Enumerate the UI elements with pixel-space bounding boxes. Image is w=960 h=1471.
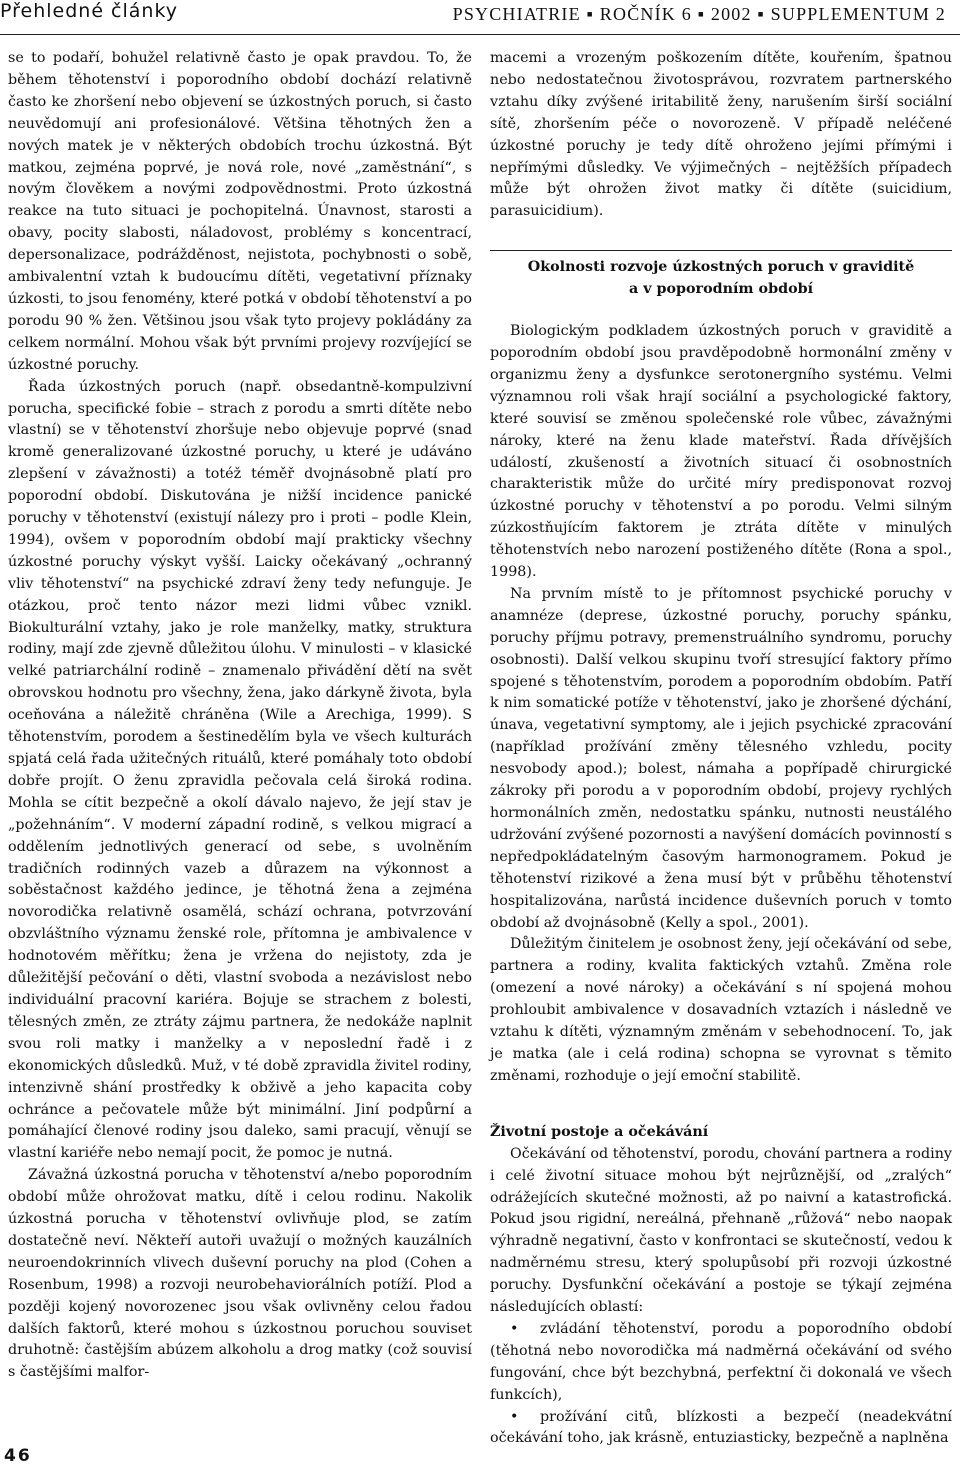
list-item-text: zvládání těhotenství, porodu a poporodního období (těhotná nebo novorodička má nadměrná očekávání od svého fungování, chce být bezchybná, perfektní či dokonalá ve všech funkcích),	[490, 1320, 952, 1403]
list-item	[490, 1407, 952, 1451]
paragraph: Závažná úzkostná porucha v těhotenství a/nebo poporodním období může ohrožovat matku, dítě i celou rodinu. Nakolik úzkostná porucha v těhotenství ovlivňuje plod, se zatím dostatečně neví. Někteří autoři uvažují o možných kauzálních neuroendokrinních vlivech duševní poruchy na plod (Cohen a Rosenbum, 1998) a rozvoji neurobehaviorálních potíží. Plod a později kojený novorozenec jsou však ovlivněny celou řadou dalších faktorů, které mohou s úzkostnou poruchou souviset druhotně: častějším abúzem alkoholu a drog matky (což souvisí s častějšími malfor-	[8, 1167, 472, 1381]
paragraph: macemi a vrozeným poškozením dítěte, kouřením, špatnou nebo nedostatečnou životosprávou, rozvratem partnerského vztahu díky zvýšené iritabilitě ženy, narušením širší sociální sítě, zhoršením péče o novorozeně. V případě neléčené úzkostné poruchy je tedy dítě ohroženo jejími přímými i nepřímými důsledky. Ve výjimečných – nejtěžších případech může být ohrožen život matky či dítěte (suicidium, parasuicidium).	[490, 50, 952, 220]
paragraph: Biologickým podkladem úzkostných poruch v graviditě a poporodním období jsou pravděpodobně hormonální změny v organizmu ženy a dysfunkce serotonergního systému. Velmi významnou roli však hrají sociální a psychologické faktory, které souvisí se změnou společenské role vůbec, závažnými nároky, které na ženu klade mateřství. Řada dřívějších událostí, zkušeností a životních situací či osobnostních charakteristik může do určité míry predisponovat rozvoj úzkostné poruchy v těhotenství a po porodu. Velmi silným zúzkostňujícím faktorem je ztráta dítěte v minulých těhotenstvích nebo narození postiženého dítěte (Rona a spol., 1998).	[490, 323, 952, 581]
paragraph: Důležitým činitelem je osobnost ženy, její očekávání od sebe, partnera a rodiny, kvalita faktických vztahů. Změna role (omezení a nové nároky) a očekávání s ní spojená mohou prohloubit ambivalence v dosavadních vztazích i následně ve vztahu k dítěti, významným změnám v sebehodnocení. To, jak je matka (ale i celá rodina) schopna se vyrovnat s těmito změnami, rozhoduje o její emoční stabilitě.	[490, 936, 952, 1084]
paragraph: se to podaří, bohužel relativně často je opak pravdou. To, že během těhotenství i poporodního období dochází relativně často ke zhoršení nebo objevení se úzkostných poruch, si často neuvědomují ani profesionálové. Většina těhotných žen a nových matek je v některých obdobích trochu úzkostná. Být matkou, zejména poprvé, je nová role, nové „zaměstnání“, s novým člověkem a novými zodpovědnostmi. Proto úzkostná reakce na tuto situaci je pochopitelná. Únavnost, starosti a obavy, pocity slabosti, náladovost, problémy s koncentrací, depersonalizace, podrážděnost, nejistota, pochybnosti o sobě, ambivalentní vztah k budoucímu dítěti, vegetativní příznaky úzkosti, to jsou fenomény, které potká v období těhotenství a po porodu 90 % žen. Většinou jsou však tyto projevy pokládány za celkem normální. Mohou však být prvními projevy rozvíjející se úzkostné poruchy.	[8, 50, 472, 373]
list-item	[490, 1319, 952, 1407]
bullet-list	[490, 1319, 952, 1450]
page-header	[0, 0, 960, 35]
paragraph: Očekávání od těhotenství, porodu, chování partnera a rodiny i celé životní situace mohou být nejrůznější, od „zralých“ odrážejících skutečné možnosti, až po naivní a katastrofická. Pokud jsou rigidní, nereálná, přehnaně „růžová“ nebo naopak výhradně negativní, často v konfrontaci se skutečností, vedou k nadměrnému stresu, který spolupůsobí při rozvoji úzkostné poruchy. Dysfunkční očekávání a postoje se týkají zejména následujících oblastí:	[490, 1145, 952, 1316]
section-heading-line: Okolnosti rozvoje úzkostných poruch v graviditě	[527, 259, 915, 276]
subsection-heading: Životní postoje a očekávání	[490, 1123, 709, 1140]
list-item-text: prožívání citů, blízkosti a bezpečí (neadekvátní očekávání toho, jak krásně, entuziasticky, bezpečně a naplněna	[490, 1408, 952, 1447]
section-heading	[490, 250, 952, 301]
page-number: 46	[4, 1446, 32, 1466]
journal-info: PSYCHIATRIE ▪ ROČNÍK 6 ▪ 2002 ▪ SUPPLEMENTUM 2	[452, 4, 946, 24]
paragraph: Řada úzkostných poruch (např. obsedantně-kompulzivní porucha, specifické fobie – strach z porodu a smrti dítěte nebo vlastní) se v těhotenství zhoršuje nebo objevuje poprvé (snad kromě generalizované úzkostné poruchy, u které je udáváno zlepšení v závažnosti) a totéž téměř dvojnásobně platí pro poporodní období. Diskutována je nižší incidence panické poruchy v těhotenství (existují nálezy pro i proti – podle Klein, 1994), ovšem v poporodním období mají prakticky všechny úzkostné poruchy výskyt vyšší. Laicky očekávaný „ochranný vliv těhotenství“ na psychické zdraví ženy tedy nefunguje. Je otázkou, proč tento názor mezi lidmi vůbec vznikl. Biokulturální vztahy, jako je role manželky, matky, struktura rodiny, mají zde zjevně důležitou úlohu. V minulosti – v klasické velké patriarchální rodině – znamenalo přivádění dětí na svět obrovskou hodnotu pro všechny, ženа, jako dárkyně života, byla oceňována a náležitě chráněna (Wile a Arechiga, 1999). S těhotenstvím, porodem a šestinedělím byla ve všech kulturách spjatá celá řada užitečných rituálů, které pomáhaly toto období dobře projít. O ženu zpravidla pečovala celá široká rodina. Mohla se cítit bezpečně a okolí dávalo najevo, že její stav je „požehnáním“. V moderní západní rodině, s velkou migrací a oddělením jednotlivých generací od sebe, s uvolněním tradičních rodinných vazeb a důrazem na výkonnost a soběstačnost každého jedince, je těhotná žena a zejména novorodička relativně osamělá, schází ochrana, potvrzování obzvláštního významu ženské role, přítomna je ambivalence v hodnotovém měřítku; žena je vržena do nejistoty, zda je důležitější pečování o děti, vlastní svoboda a nezávislost nebo individuální pracovní kariéra. Bojuje se strachem z bolesti, tělesných změn, ze ztráty zájmu partnera, že nedokáže naplnit svou roli matky i manželky a v neposlední řadě i z ekonomických důsledků. Muž, v té době zpravidla živitel rodiny, intenzivně shání prostředky k obživě a jeho kapacita coby ochránce a pečovatele může být minimální. Jiní podpůrní a pomáhající členové rodiny jsou daleko, sami pracují, věnují se vlastní kariéře nebo nemají pocit, že pomoc je nutná.	[8, 378, 472, 1162]
left-column	[8, 48, 472, 1384]
section-label: Přehledné články	[0, 0, 179, 22]
bullet-icon: •	[510, 1320, 519, 1337]
section-heading-line: a v poporodním období	[628, 281, 814, 298]
right-column	[490, 48, 952, 1450]
bullet-icon: •	[510, 1408, 519, 1425]
paragraph: Na prvním místě to je přítomnost psychické poruchy v anamnéze (deprese, úzkostné poruchy, poruchy spánku, poruchy příjmu potravy, premenstruálního syndromu, poruchy osobnosti). Další velkou skupinu tvoří stresující faktory přímo spojené s těhotenstvím, porodem a poporodním obdobím. Patří k nim somatické potíže v těhotenství, jako je zhoršené dýchání, únava, vegetativní symptomy, ale i jejich psychické zpracování (například prožívání změny tělesného vzhledu, pocity nesvobody apod.); bolest, námaha a popřípadě chirurgické zákroky při porodu a v poporodním období, projevy rychlých hormonálních změn, nedostatku spánku, nutnosti neustálého udržování zvýšené pozornosti a navýšení domácích povinností s nepředpokládatelným časovým harmonogramem. Pokud je těhotenství rizikové a žena musí být v průběhu těhotenství hospitalizována, narůstá incidence duševních poruch v tomto období až dvojnásobně (Kelly a spol., 2001).	[490, 585, 952, 931]
